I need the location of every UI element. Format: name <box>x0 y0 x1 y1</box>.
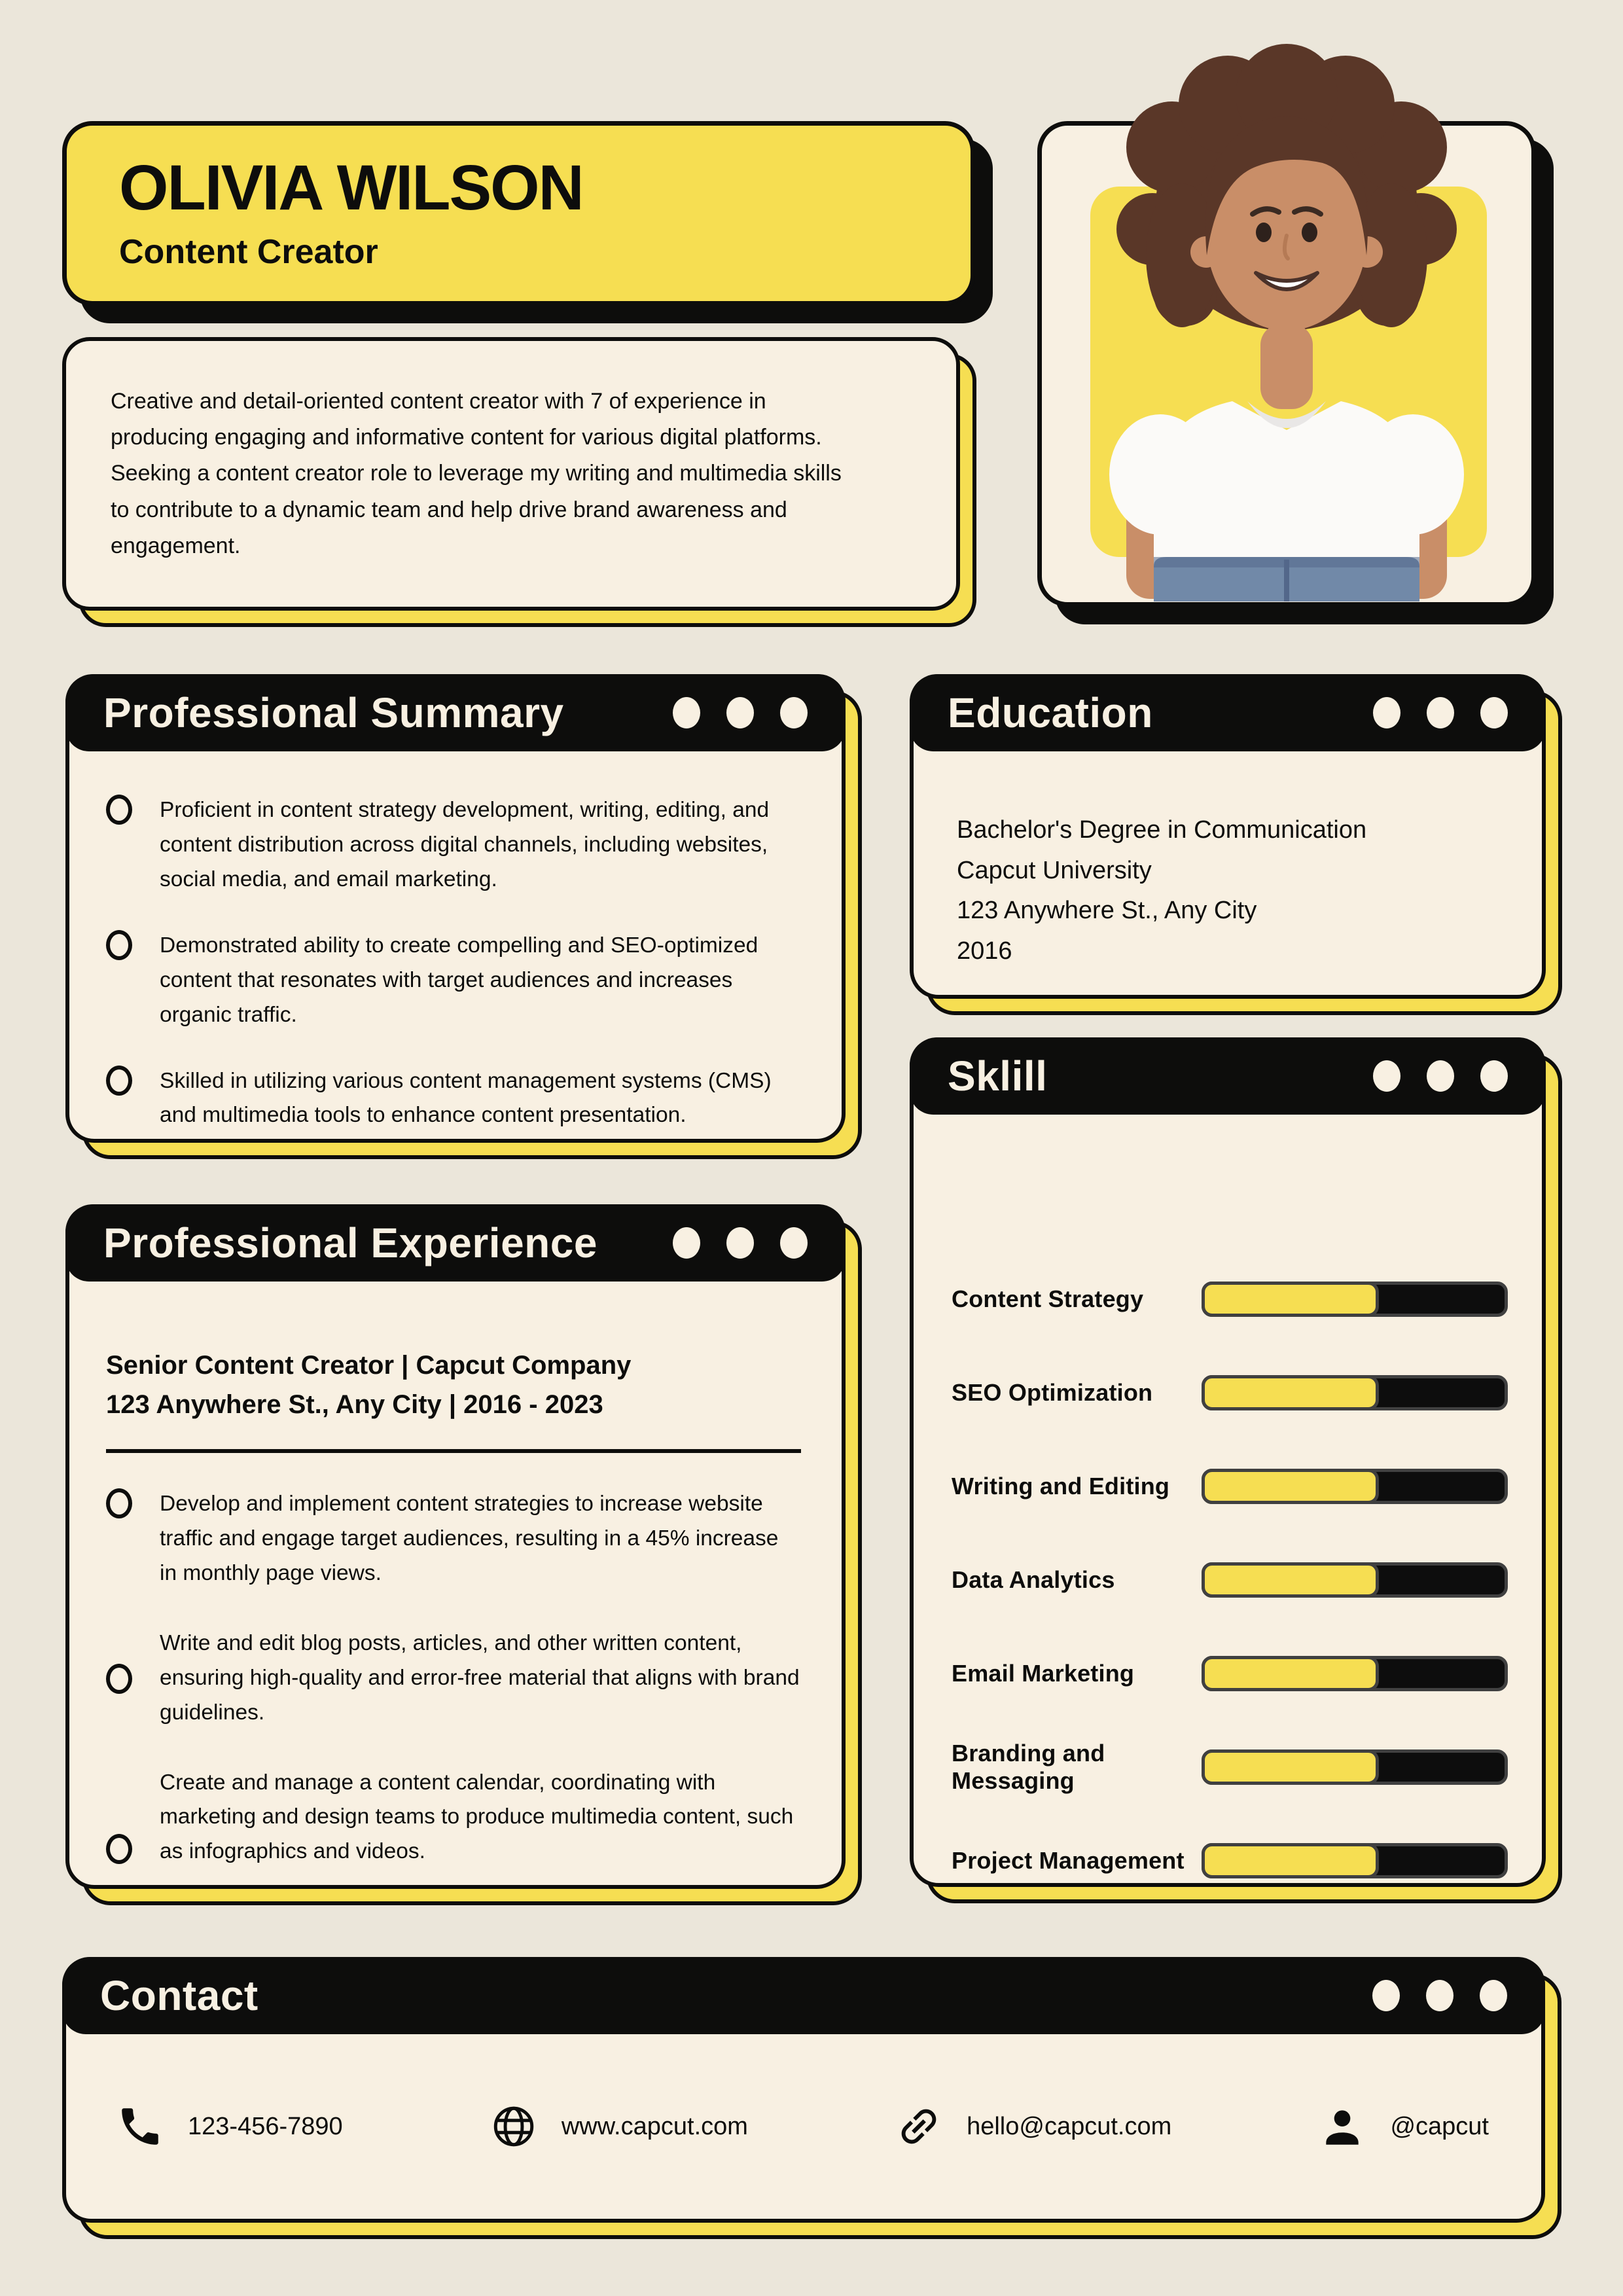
skill-row <box>952 1346 1508 1439</box>
skill-bar-fill <box>1202 1282 1379 1317</box>
contact-website <box>490 2102 748 2151</box>
skill-label: Project Management <box>952 1846 1185 1874</box>
window-dot-icon <box>780 697 808 728</box>
portrait-jeans <box>1154 557 1419 601</box>
window-dots-icon <box>1373 697 1508 728</box>
window-dot-icon <box>1373 1060 1400 1092</box>
skill-label: Branding and Messaging <box>952 1739 1105 1794</box>
contact-email <box>895 2102 1171 2151</box>
circle-bullet-icon <box>106 795 132 825</box>
education-header <box>910 674 1546 751</box>
experience-bullet <box>106 1626 801 1731</box>
experience-bullet <box>106 1766 801 1870</box>
summary-bullet <box>106 793 800 897</box>
skill-label: Writing and Editing <box>952 1472 1170 1499</box>
circle-bullet-icon <box>106 1834 132 1864</box>
skill-label: Email Marketing <box>952 1659 1135 1687</box>
contact-handle <box>1318 2102 1489 2151</box>
window-dot-icon <box>1427 1060 1454 1092</box>
summary-bullet <box>106 1064 800 1134</box>
skill-progress-bar <box>1202 1656 1508 1691</box>
education-address: 123 Anywhere St., Any City <box>957 897 1257 925</box>
experience-divider <box>106 1449 801 1453</box>
experience-bullet-text: Create and manage a content calendar, coordinating with marketing and design teams to produce multimedia content, such as infographics and videos. <box>160 1770 794 1864</box>
contact-website-text: www.capcut.com <box>561 2112 748 2140</box>
skill-bar-fill <box>1202 1843 1379 1878</box>
contact-card <box>62 1957 1545 2223</box>
contact-email-text: hello@capcut.com <box>967 2112 1172 2140</box>
education-degree: Bachelor's Degree in Communication <box>957 816 1367 844</box>
professional-summary-header <box>65 674 846 751</box>
experience-title: Professional Experience <box>103 1219 597 1266</box>
window-dot-icon <box>673 1227 700 1259</box>
skill-label: SEO Optimization <box>952 1378 1153 1406</box>
circle-bullet-icon <box>106 1488 132 1518</box>
window-dots-icon <box>673 1227 808 1259</box>
experience-bullets <box>106 1487 801 1869</box>
about-card <box>62 337 960 611</box>
skill-bar-fill <box>1202 1375 1379 1410</box>
experience-meta-line: 123 Anywhere St., Any City | 2016 - 2023 <box>106 1390 603 1419</box>
link-icon <box>895 2102 943 2151</box>
skill-row <box>952 1720 1508 1814</box>
contact-phone <box>116 2102 343 2151</box>
circle-bullet-icon <box>106 1066 132 1096</box>
education-card <box>910 674 1546 999</box>
skill-row <box>952 1252 1508 1346</box>
photo-card <box>1037 121 1536 607</box>
phone-icon <box>116 2102 164 2151</box>
education-year: 2016 <box>957 937 1012 965</box>
contact-handle-text: @capcut <box>1390 2112 1489 2140</box>
skill-progress-bar <box>1202 1749 1508 1785</box>
skill-bar-fill <box>1202 1749 1379 1785</box>
skill-progress-bar <box>1202 1843 1508 1878</box>
skill-progress-bar <box>1202 1282 1508 1317</box>
skill-row <box>952 1533 1508 1626</box>
contact-phone-text: 123-456-7890 <box>188 2112 343 2140</box>
window-dot-icon <box>726 697 754 728</box>
experience-content <box>69 1282 842 1869</box>
skill-label: Content Strategy <box>952 1285 1144 1312</box>
professional-summary-body <box>65 674 846 1143</box>
window-dot-icon <box>1480 1060 1508 1092</box>
experience-body <box>65 1204 846 1889</box>
professional-summary-content <box>69 751 842 1133</box>
skills-header <box>910 1037 1546 1115</box>
contact-header <box>62 1957 1545 2034</box>
experience-bullet-text: Develop and implement content strategies to increase website traffic and engage target audiences, resulting in a 45% increase in monthly page views. <box>160 1492 779 1585</box>
skill-label: Data Analytics <box>952 1566 1115 1593</box>
contact-content <box>66 2034 1541 2219</box>
education-content <box>914 751 1542 971</box>
profile-portrait-illustration <box>1061 36 1512 601</box>
skills-content <box>914 1115 1542 1907</box>
window-dots-icon <box>1372 1980 1507 2011</box>
summary-bullet-text: Demonstrated ability to create compelling and SEO-optimized content that resonates with target audiences and increases organic traffic. <box>160 933 758 1027</box>
skills-body <box>910 1037 1546 1887</box>
hero-card <box>62 121 975 306</box>
window-dot-icon <box>673 697 700 728</box>
skills-title: Sklill <box>948 1052 1048 1100</box>
window-dots-icon <box>1373 1060 1508 1092</box>
skill-progress-bar <box>1202 1469 1508 1504</box>
skill-progress-bar <box>1202 1375 1508 1410</box>
person-name: OLIVIA WILSON <box>119 151 583 223</box>
summary-bullet <box>106 929 800 1033</box>
professional-summary-title: Professional Summary <box>103 689 564 736</box>
window-dot-icon <box>726 1227 754 1259</box>
window-dot-icon <box>1427 697 1454 728</box>
skill-bar-fill <box>1202 1656 1379 1691</box>
skill-row <box>952 1439 1508 1533</box>
skill-row <box>952 1814 1508 1907</box>
summary-bullet-text: Proficient in content strategy development, writing, editing, and content distribution across digital channels, including websites, social media, and email marketing. <box>160 798 770 891</box>
skill-bar-fill <box>1202 1562 1379 1598</box>
skill-bar-fill <box>1202 1469 1379 1504</box>
circle-bullet-icon <box>106 930 132 960</box>
about-card-body <box>62 337 960 611</box>
window-dot-icon <box>1480 697 1508 728</box>
experience-bullet <box>106 1487 801 1591</box>
experience-header <box>65 1204 846 1282</box>
hero-card-body <box>62 121 975 306</box>
circle-bullet-icon <box>106 1664 132 1694</box>
globe-icon <box>490 2102 538 2151</box>
skills-card <box>910 1037 1546 1887</box>
window-dot-icon <box>780 1227 808 1259</box>
education-body <box>910 674 1546 999</box>
about-text: Creative and detail-oriented content creator with 7 of experience in producing engaging and informative content for various digital platforms. Seeking a content creator role to leverage my writing and multimedia skills to contribute to a dynamic team and help drive brand awareness and engagement. <box>111 389 842 558</box>
experience-card <box>65 1204 846 1889</box>
summary-bullet-text: Skilled in utilizing various content management systems (CMS) and multimedia tools to enhance content presentation. <box>160 1068 772 1128</box>
experience-bullet-text: Write and edit blog posts, articles, and other written content, ensuring high-quality and error-free material that aligns with brand guidelines. <box>160 1630 800 1725</box>
skill-progress-bar <box>1202 1562 1508 1598</box>
window-dot-icon <box>1373 697 1400 728</box>
experience-role-line: Senior Content Creator | Capcut Company <box>106 1351 632 1380</box>
person-icon <box>1318 2102 1366 2151</box>
person-role: Content Creator <box>119 232 378 271</box>
window-dot-icon <box>1480 1980 1507 2011</box>
window-dot-icon <box>1372 1980 1400 2011</box>
education-school: Capcut University <box>957 856 1152 884</box>
professional-summary-card <box>65 674 846 1143</box>
window-dot-icon <box>1426 1980 1454 2011</box>
contact-body <box>62 1957 1545 2223</box>
contact-title: Contact <box>100 1972 259 2019</box>
skill-row <box>952 1626 1508 1720</box>
window-dots-icon <box>673 697 808 728</box>
education-title: Education <box>948 689 1153 736</box>
